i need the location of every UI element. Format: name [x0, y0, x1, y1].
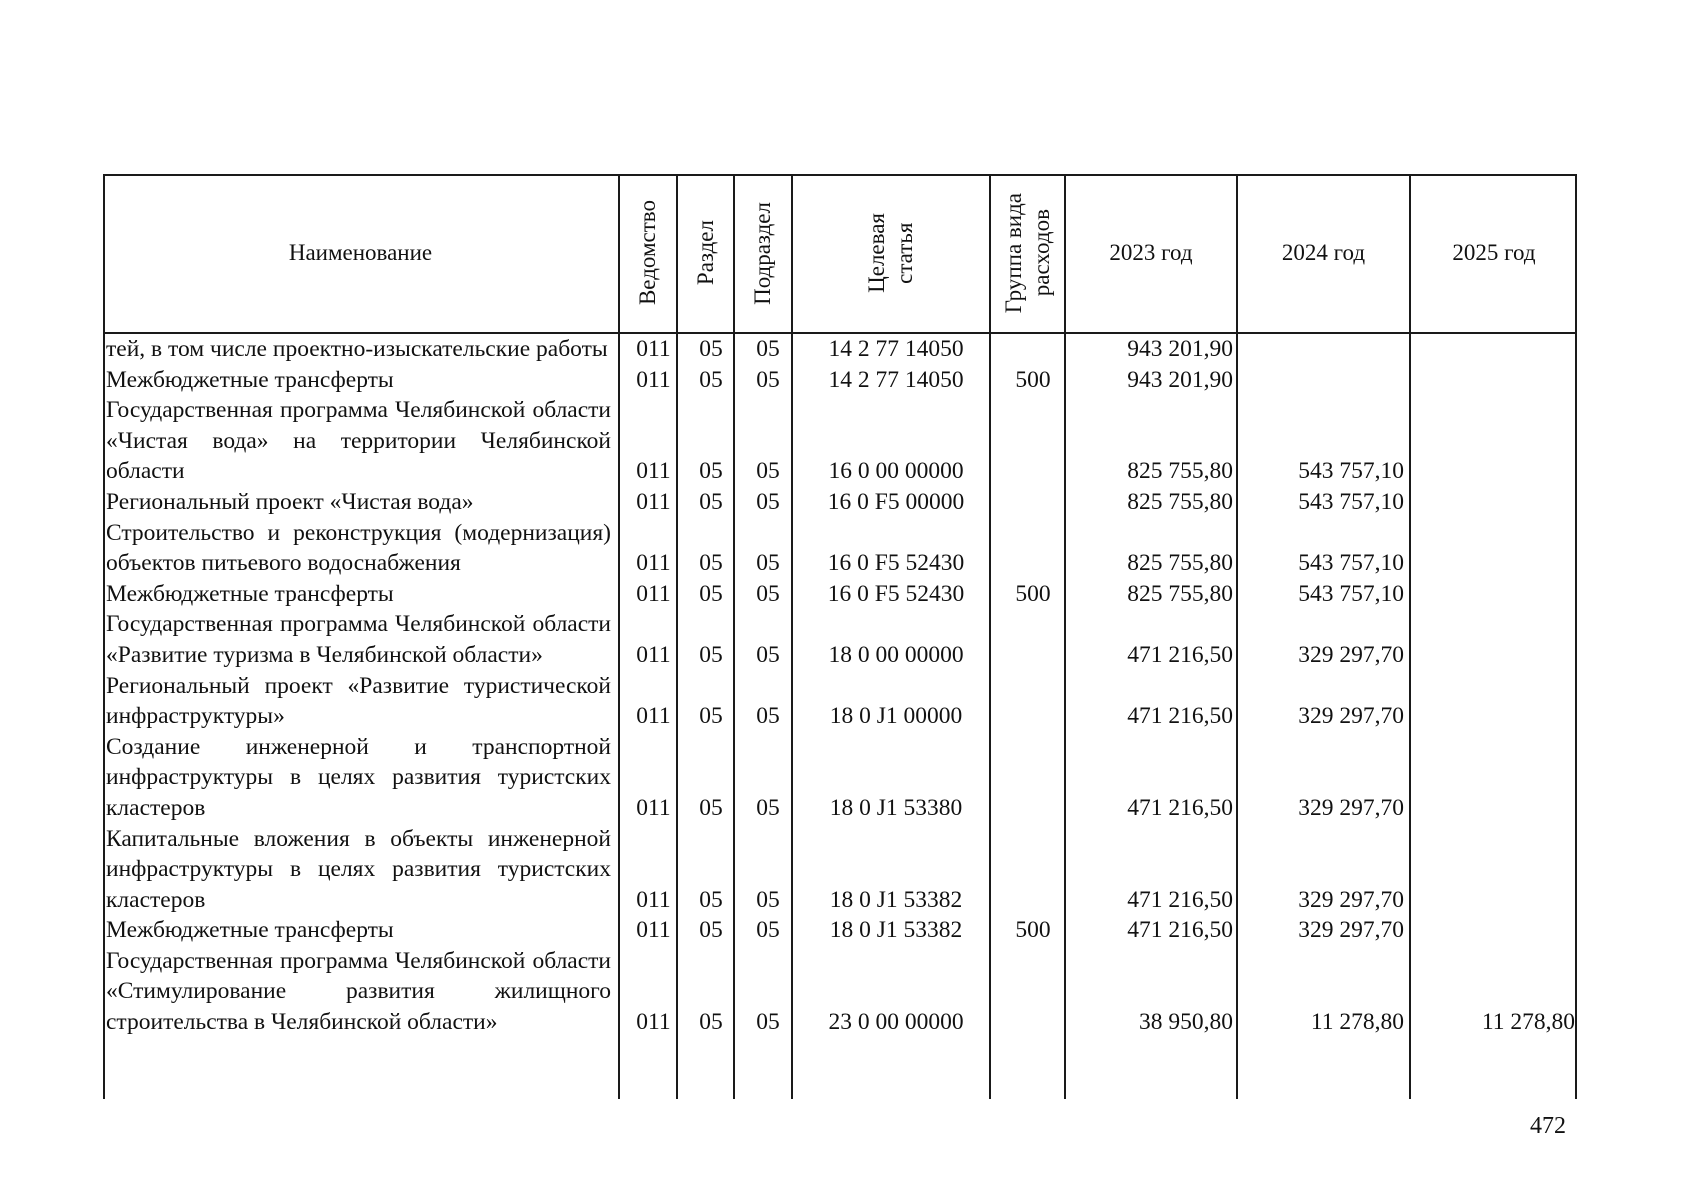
header-2023-label: 2023 год: [1109, 240, 1193, 265]
row-2024: 329 297,70: [1298, 703, 1404, 730]
header-2023: [1066, 174, 1236, 332]
table-row: [103, 395, 1577, 487]
table-row: [103, 518, 1577, 579]
row-razdel: 05: [699, 703, 723, 730]
table-row: [103, 609, 1577, 670]
row-podrazdel: 05: [756, 794, 780, 821]
table-row: [103, 487, 1577, 518]
row-celevaya: 16 0 F5 52430: [827, 550, 965, 577]
row-2023: 471 216,50: [1127, 917, 1233, 944]
row-podrazdel: 05: [756, 458, 780, 485]
header-vedomstvo: [620, 174, 676, 332]
header-vedomstvo-label: Ведомство: [635, 200, 660, 306]
row-2024: 329 297,70: [1298, 641, 1404, 668]
budget-table: [103, 174, 1577, 1099]
table-row: [103, 915, 1577, 946]
row-2025: 11 278,80: [1481, 1009, 1575, 1036]
header-podrazdel-label: Подраздел: [750, 201, 775, 305]
header-name: [103, 174, 618, 332]
row-name: Строительство и реконструкция (модернизация) объектов питьевого водоснабжения: [106, 519, 611, 577]
row-razdel: 05: [699, 794, 723, 821]
row-celevaya: 18 0 J1 53382: [829, 886, 963, 913]
row-podrazdel: 05: [756, 336, 780, 362]
row-podrazdel: 05: [756, 366, 780, 393]
page-number: 472: [1530, 1113, 1566, 1139]
header-celevaya-line1: Целевая: [864, 213, 889, 293]
row-gruppa: 500: [1015, 917, 1051, 944]
header-gruppa-line2: расходов: [1028, 209, 1054, 297]
row-razdel: 05: [699, 336, 723, 362]
table-top-border: [103, 174, 1577, 176]
row-celevaya: 16 0 00 00000: [828, 458, 964, 485]
row-vedomstvo: 011: [636, 1009, 671, 1036]
row-name: Капитальные вложения в объекты инженерной инфраструктуры в целях развития туристских кластеров: [106, 825, 611, 913]
header-celevaya-line2: статья: [892, 222, 917, 284]
row-vedomstvo: 011: [636, 458, 671, 485]
row-2023: 471 216,50: [1127, 703, 1233, 730]
table-row: [103, 579, 1577, 610]
row-vedomstvo: 011: [636, 366, 671, 393]
row-podrazdel: 05: [756, 703, 780, 730]
row-2023: 825 755,80: [1127, 550, 1233, 577]
row-celevaya: 18 0 00 00000: [828, 641, 964, 668]
table-row: [103, 824, 1577, 916]
row-razdel: 05: [699, 641, 723, 668]
row-2023: 825 755,80: [1127, 458, 1233, 485]
row-celevaya: 18 0 J1 53382: [829, 917, 963, 944]
row-name: Государственная программа Челябинской области «Развитие туризма в Челябинской области»: [106, 611, 611, 668]
row-name: Межбюджетные трансферты: [106, 580, 394, 607]
row-2023: 471 216,50: [1127, 794, 1233, 821]
row-gruppa: 500: [1015, 580, 1051, 607]
row-podrazdel: 05: [756, 641, 780, 668]
row-2024: 543 757,10: [1298, 550, 1404, 577]
row-2023: 943 201,90: [1127, 366, 1233, 393]
row-vedomstvo: 011: [636, 794, 671, 821]
row-razdel: 05: [699, 366, 723, 393]
row-name: Межбюджетные трансферты: [106, 366, 394, 393]
row-name: Государственная программа Челябинской области «Стимулирование развития жилищного строительства в Челябинской области»: [106, 947, 611, 1036]
row-2024: 329 297,70: [1298, 794, 1404, 821]
header-razdel: [678, 174, 733, 332]
row-vedomstvo: 011: [636, 886, 671, 913]
row-podrazdel: 05: [756, 488, 780, 515]
row-name: Региональный проект «Чистая вода»: [106, 488, 474, 515]
row-razdel: 05: [699, 917, 723, 944]
table-row: [103, 334, 1577, 365]
row-name: Региональный проект «Развитие туристической инфраструктуры»: [106, 672, 611, 730]
header-celevaya: [793, 174, 989, 332]
row-celevaya: 18 0 J1 00000: [829, 703, 963, 730]
row-2023: 471 216,50: [1127, 886, 1233, 913]
row-celevaya: 14 2 77 14050: [828, 336, 964, 362]
row-vedomstvo: 011: [636, 336, 671, 362]
header-celevaya-label: [863, 213, 919, 293]
row-2024: 11 278,80: [1310, 1009, 1404, 1036]
row-name: Создание инженерной и транспортной инфраструктуры в целях развития туристских кластеров: [106, 733, 611, 821]
row-celevaya: 16 0 F5 52430: [827, 580, 965, 607]
row-2023: 825 755,80: [1127, 488, 1233, 515]
table-row: [103, 365, 1577, 396]
row-celevaya: 16 0 F5 00000: [827, 488, 965, 515]
header-gruppa-line1: Группа вида: [1000, 192, 1026, 314]
row-vedomstvo: 011: [636, 641, 671, 668]
table-body: [103, 334, 1577, 1038]
row-razdel: 05: [699, 1009, 723, 1036]
row-2024: 329 297,70: [1298, 917, 1404, 944]
row-vedomstvo: 011: [636, 917, 671, 944]
row-2024: 543 757,10: [1298, 488, 1404, 515]
header-2024-label: 2024 год: [1281, 240, 1366, 265]
row-razdel: 05: [699, 580, 723, 607]
row-podrazdel: 05: [756, 1009, 780, 1036]
table-row: [103, 732, 1577, 824]
row-podrazdel: 05: [756, 580, 780, 607]
row-razdel: 05: [699, 488, 723, 515]
row-2023: 825 755,80: [1127, 580, 1233, 607]
row-celevaya: 23 0 00 00000: [828, 1009, 964, 1036]
row-razdel: 05: [699, 458, 723, 485]
row-podrazdel: 05: [756, 886, 780, 913]
row-2023: 943 201,90: [1127, 336, 1233, 362]
row-2023: 38 950,80: [1139, 1009, 1233, 1036]
row-podrazdel: 05: [756, 917, 780, 944]
row-vedomstvo: 011: [636, 550, 671, 577]
header-razdel-label: Раздел: [692, 220, 718, 286]
row-celevaya: 14 2 77 14050: [828, 366, 964, 393]
row-vedomstvo: 011: [636, 580, 671, 607]
row-2023: 471 216,50: [1127, 641, 1233, 668]
row-gruppa: 500: [1015, 366, 1051, 393]
row-name: Государственная программа Челябинской области «Чистая вода» на территории Челябинской области: [106, 397, 611, 485]
header-name-label: Наименование: [288, 240, 433, 265]
row-vedomstvo: 011: [636, 488, 671, 515]
row-name: Межбюджетные трансферты: [106, 917, 394, 944]
header-2025: [1411, 174, 1577, 332]
header-2025-label: 2025 год: [1452, 240, 1536, 265]
header-podrazdel: [735, 174, 791, 332]
row-2024: 329 297,70: [1298, 886, 1404, 913]
row-celevaya: 18 0 J1 53380: [829, 794, 963, 821]
header-gruppa-label: [1000, 193, 1056, 313]
row-razdel: 05: [699, 550, 723, 577]
row-podrazdel: 05: [756, 550, 780, 577]
row-name: тей, в том числе проектно-изыскательские работы: [106, 336, 608, 362]
row-2024: 543 757,10: [1298, 458, 1404, 485]
table-row: [103, 946, 1577, 1038]
row-2024: 543 757,10: [1298, 580, 1404, 607]
row-razdel: 05: [699, 886, 723, 913]
header-2024: [1238, 174, 1409, 332]
header-gruppa: [991, 174, 1064, 332]
row-vedomstvo: 011: [636, 703, 671, 730]
table-row: [103, 671, 1577, 732]
